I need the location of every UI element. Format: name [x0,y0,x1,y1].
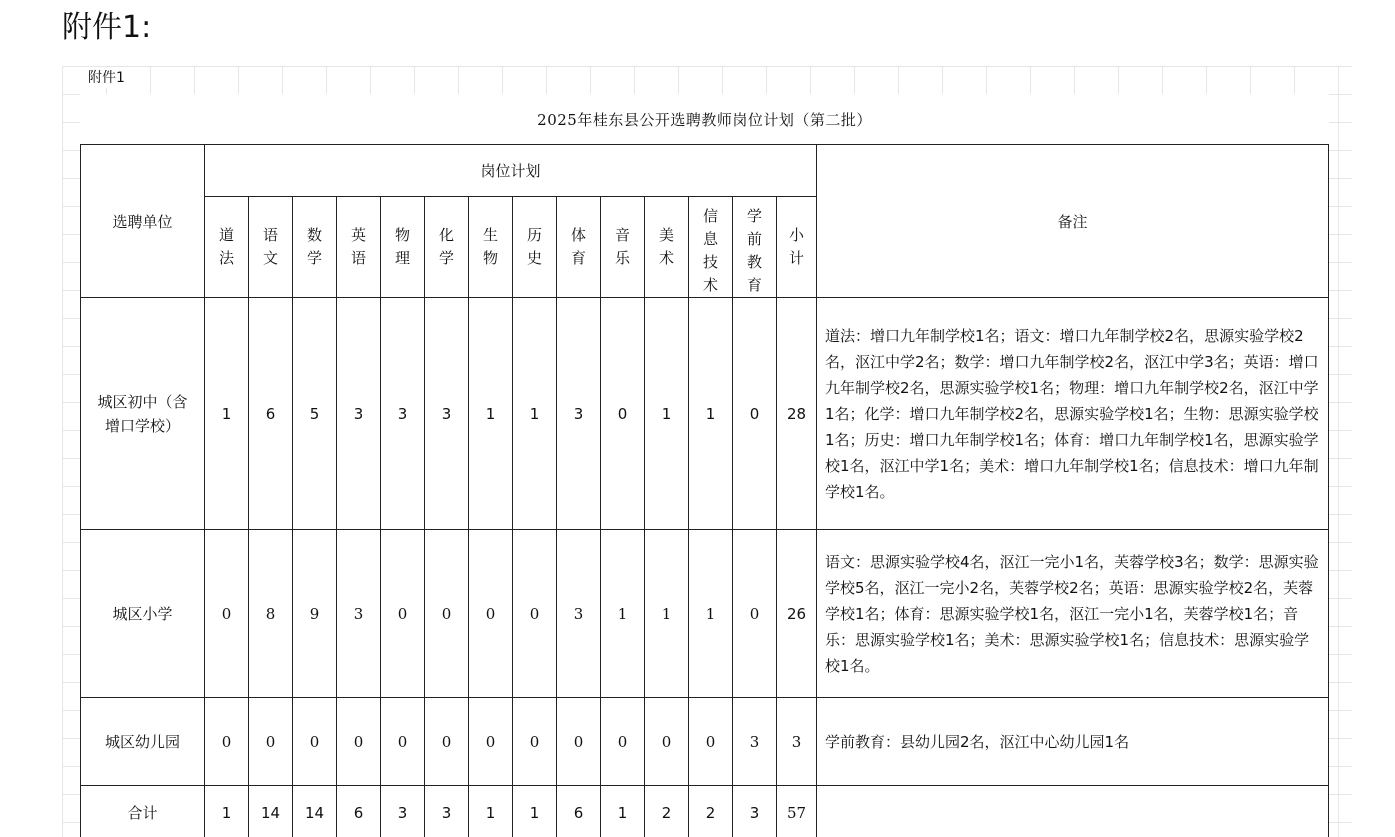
value-cell: 3 [425,298,469,530]
value-cell: 1 [645,530,689,698]
subject-header: 美术 [645,197,689,298]
note-header: 备注 [817,145,1329,298]
unit-cell: 合计 [81,786,205,837]
note-cell: 语文：思源实验学校4名，沤江一完小1名，芙蓉学校3名；数学：思源实验学校5名，沤江一完小2名，芙蓉学校2名；英语：思源实验学校2名，芙蓉学校1名；体育：思源实验学校1名，沤江一完小1名，芙蓉学校1名；音乐：思源实验学校1名；美术：思源实验学校1名；信息技术：思源实验学校1名。 [817,530,1329,698]
value-cell: 3 [557,298,601,530]
subject-header: 小计 [777,197,817,298]
value-cell: 1 [689,298,733,530]
plan-header: 岗位计划 [205,145,817,197]
value-cell: 1 [601,530,645,698]
value-cell: 1 [513,786,557,837]
subtotal-cell: 26 [777,530,817,698]
value-cell: 1 [601,786,645,837]
unit-cell: 城区小学 [81,530,205,698]
value-cell: 3 [733,786,777,837]
value-cell: 1 [689,530,733,698]
subject-header: 物理 [381,197,425,298]
value-cell: 0 [293,698,337,786]
value-cell: 8 [249,530,293,698]
value-cell: 3 [337,298,381,530]
subject-header: 数学 [293,197,337,298]
value-cell: 1 [645,298,689,530]
value-cell: 2 [645,786,689,837]
value-cell: 3 [557,530,601,698]
value-cell: 3 [381,298,425,530]
note-cell [817,786,1329,837]
value-cell: 0 [249,698,293,786]
subject-header: 英语 [337,197,381,298]
value-cell: 3 [337,530,381,698]
value-cell: 0 [645,698,689,786]
unit-cell: 城区幼儿园 [81,698,205,786]
subject-header: 音乐 [601,197,645,298]
subject-header: 学前教育 [733,197,777,298]
subtotal-cell: 3 [777,698,817,786]
note-cell: 道法：增口九年制学校1名；语文：增口九年制学校2名，思源实验学校2名，沤江中学2名；数学：增口九年制学校2名，沤江中学3名；英语：增口九年制学校2名，思源实验学校1名；物理：增口九年制学校2名，沤江中学1名；化学：增口九年制学校2名，思源实验学校1名；生物：思源实验学校1名；历史：增口九年制学校1名；体育：增口九年制学校1名，思源实验学校1名，沤江中学1名；美术：增口九年制学校1名；信息技术：增口九年制学校1名。 [817,298,1329,530]
value-cell: 0 [601,698,645,786]
subject-header: 体育 [557,197,601,298]
value-cell: 0 [601,298,645,530]
value-cell: 14 [249,786,293,837]
value-cell: 14 [293,786,337,837]
unit-header: 选聘单位 [81,145,205,298]
subject-header: 生物 [469,197,513,298]
value-cell: 5 [293,298,337,530]
value-cell: 0 [469,530,513,698]
value-cell: 0 [689,698,733,786]
subject-header: 化学 [425,197,469,298]
value-cell: 1 [205,298,249,530]
sheet-label: 附件1 [84,68,129,88]
subtotal-cell: 57 [777,786,817,837]
value-cell: 6 [557,786,601,837]
subject-header: 语文 [249,197,293,298]
value-cell: 0 [381,698,425,786]
table-row [81,698,1329,786]
value-cell: 6 [249,298,293,530]
value-cell: 2 [689,786,733,837]
value-cell: 3 [733,698,777,786]
recruitment-table [80,94,1329,837]
value-cell: 1 [205,786,249,837]
value-cell: 0 [469,698,513,786]
page-heading: 附件1: [62,10,152,45]
note-cell: 学前教育：县幼儿园2名，沤江中心幼儿园1名 [817,698,1329,786]
value-cell: 3 [425,786,469,837]
value-cell: 0 [425,530,469,698]
subtotal-cell: 28 [777,298,817,530]
subject-header: 历史 [513,197,557,298]
value-cell: 1 [469,786,513,837]
value-cell: 0 [733,298,777,530]
value-cell: 0 [425,698,469,786]
value-cell: 1 [469,298,513,530]
total-row [81,786,1329,837]
value-cell: 0 [381,530,425,698]
unit-cell: 城区初中（含增口学校） [81,298,205,530]
table-row [81,298,1329,530]
spreadsheet-view[interactable] [62,66,1352,837]
value-cell: 0 [337,698,381,786]
value-cell: 0 [513,698,557,786]
value-cell: 0 [557,698,601,786]
value-cell: 0 [733,530,777,698]
table-row [81,530,1329,698]
subject-header: 道法 [205,197,249,298]
value-cell: 1 [513,298,557,530]
table-title: 2025年桂东县公开选聘教师岗位计划（第二批） [81,94,1329,145]
value-cell: 0 [205,698,249,786]
value-cell: 0 [205,530,249,698]
value-cell: 0 [513,530,557,698]
value-cell: 3 [381,786,425,837]
value-cell: 6 [337,786,381,837]
value-cell: 9 [293,530,337,698]
subject-header: 信息技术 [689,197,733,298]
